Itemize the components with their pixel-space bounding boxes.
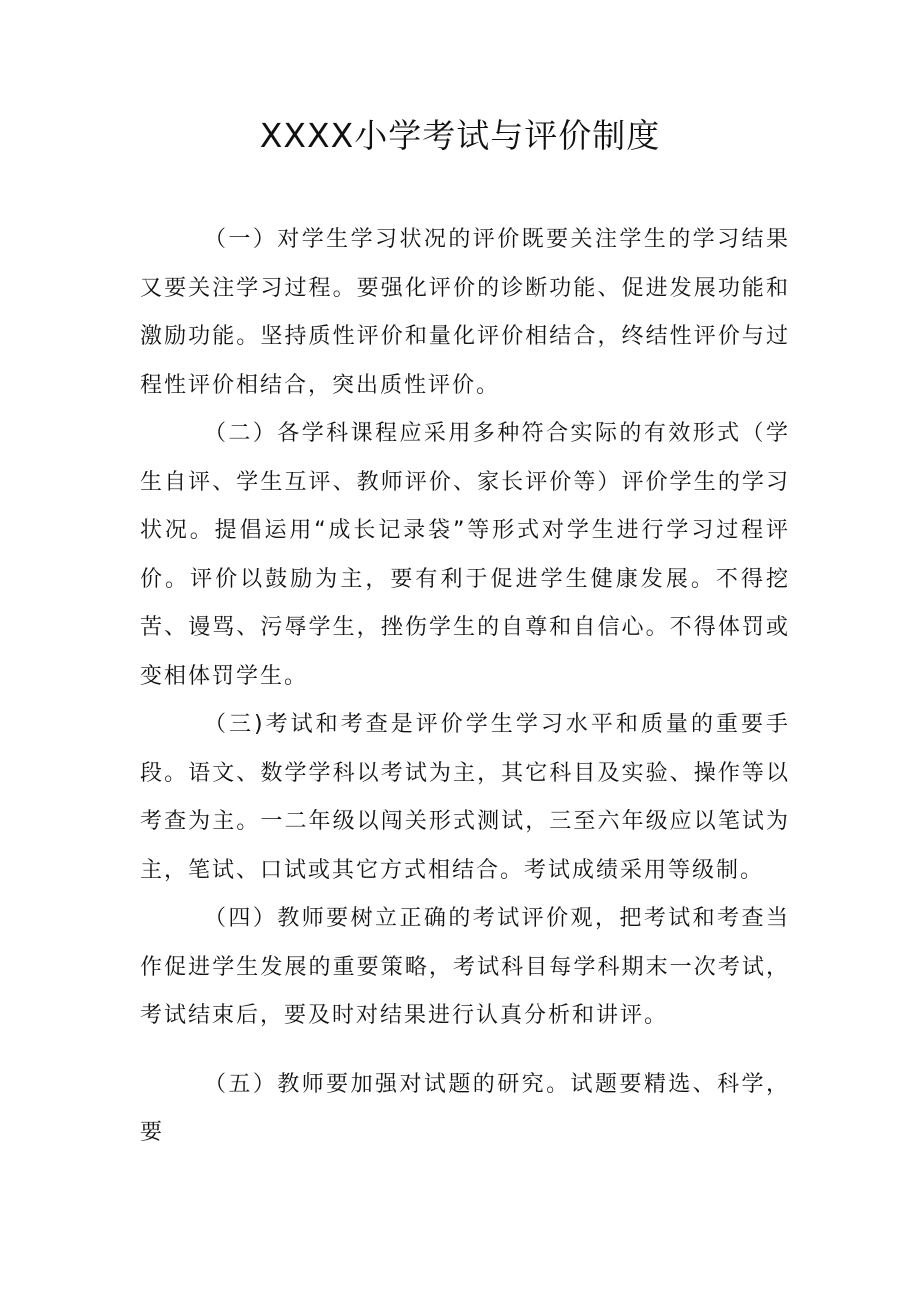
paragraph-5: （五）教师要加强对试题的研究。试题要精选、科学，要: [140, 1071, 790, 1145]
paragraph-2: （二）各学科课程应采用多种符合实际的有效形式（学生自评、学生互评、教师评价、家长评价等）评价学生的学习状况。提倡运用“成长记录袋”等形式对学生进行学习过程评价。评价以鼓励为主，要有利于促进学生健康发展。不得挖苦、谩骂、污辱学生，挫伤学生的自尊和自信心。不得体罚或变相体罚学生。: [140, 421, 790, 689]
document-body: [140, 216, 790, 1158]
paragraph-1: （一）对学生学习状况的评价既要关注学生的学习结果又要关注学习过程。要强化评价的诊断功能、促进发展功能和激励功能。坚持质性评价和量化评价相结合，终结性评价与过程性评价相结合，突出质性评价。: [140, 227, 790, 398]
paragraph-3: （三)考试和考查是评价学生学习水平和质量的重要手段。语文、数学学科以考试为主，其它科目及实验、操作等以考查为主。一二年级以闯关形式测试，三至六年级应以笔试为主，笔试、口试或其它方式相结合。考试成绩采用等级制。: [140, 712, 790, 883]
document-title: XXXX小学考试与评价制度: [259, 116, 661, 155]
paragraph-4: （四）教师要树立正确的考试评价观，把考试和考查当作促进学生发展的重要策略，考试科目每学科期末一次考试，考试结束后，要及时对结果进行认真分析和讲评。: [140, 906, 790, 1028]
